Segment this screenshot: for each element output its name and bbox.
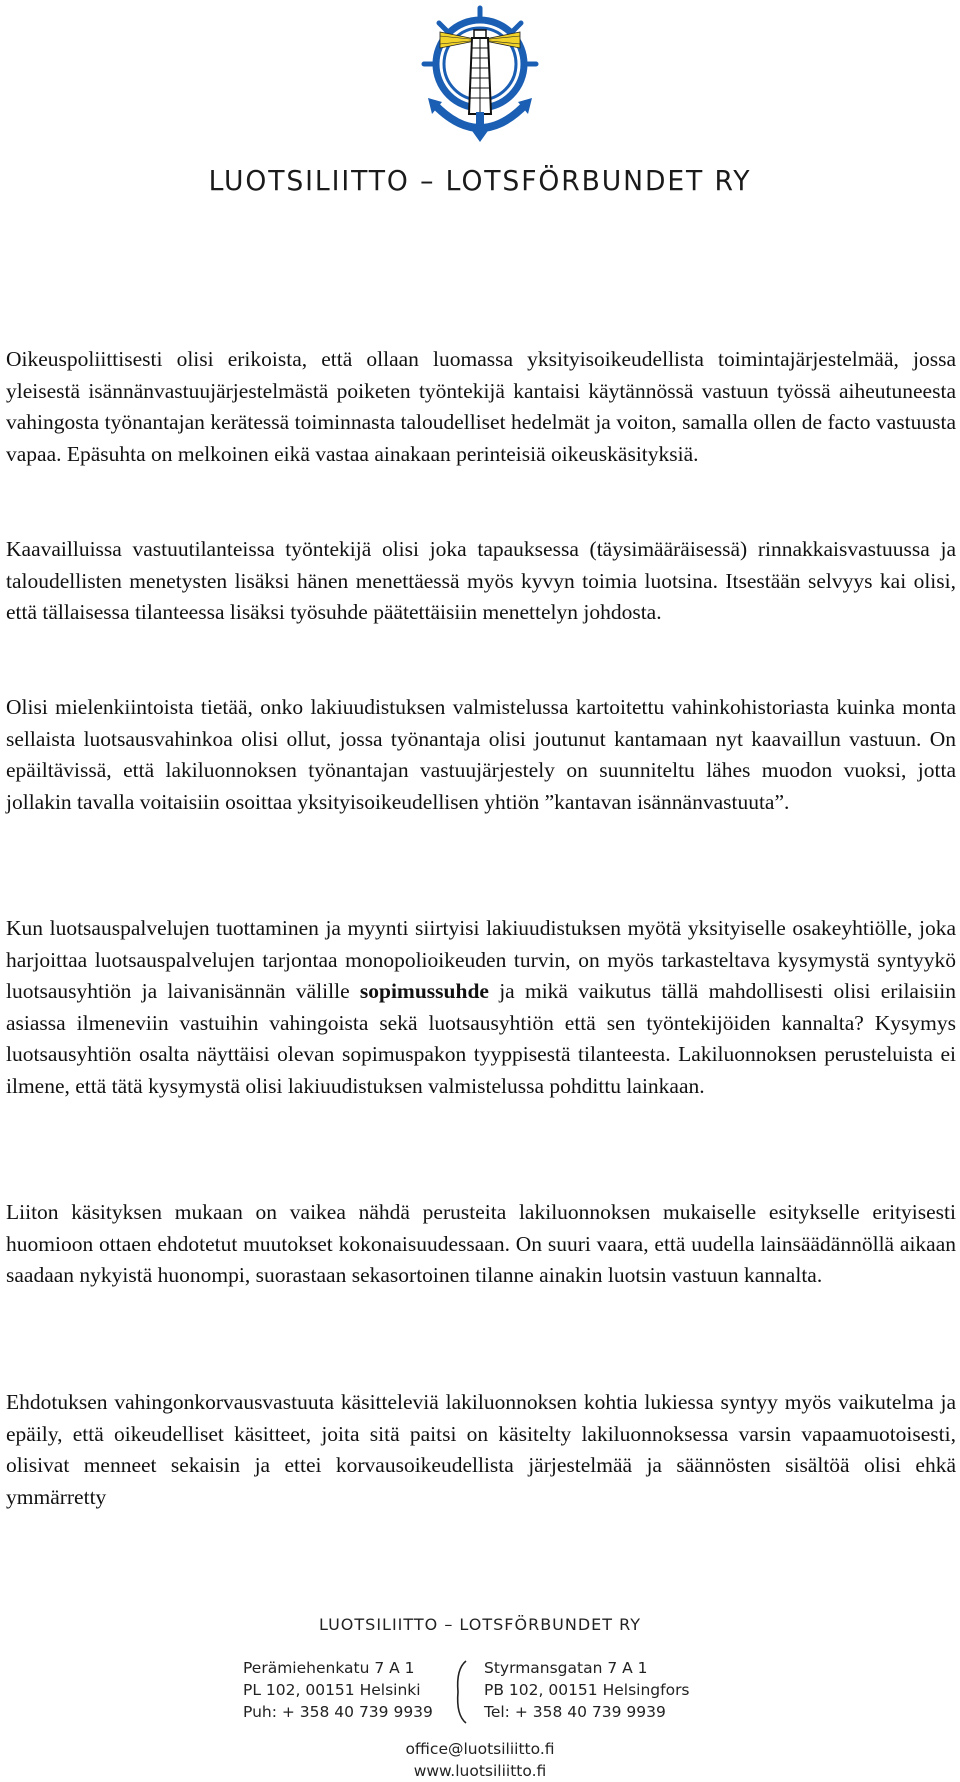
ship-wheel-lighthouse-anchor-logo — [420, 2, 540, 162]
paragraph-4-text-start: Kun luotsauspalvelujen tuottaminen ja myynti siirtyisi lakiuudistuksen myötä yksityiselle osakeyhtiölle, joka harjoittaa luotsauspalvelujen tarjontaa monopolioikeuden turvin, on myös tarkasteltava kysymystä syntyykö luotsausyhtiön ja laivanisännän välille — [6, 916, 956, 1003]
divider-brace — [450, 1659, 474, 1725]
address-fi-postal: PL 102, 00151 Helsinki — [243, 1681, 421, 1699]
paragraph-6: Ehdotuksen vahingonkorvausvastuuta käsitteleviä lakiluonnoksen kohtia lukiessa syntyy myös vaikutelma ja epäily, että oikeudelliset käsitteet, joita sitä paitsi on käsitelty lakiluonnoksessa varsin vapaamuotoisesti, olisivat menneet sekaisin ja ettei korvausoikeudellista järjestelmää ja säännösten sisältöä olisi ehkä ymmärretty — [6, 1390, 956, 1509]
address-finnish — [243, 1657, 443, 1723]
paragraph-2: Kaavailluissa vastuutilanteissa työntekijä olisi joka tapauksessa (täysimääräisessä) rinnakkaisvastuussa ja taloudellisten menetysten lisäksi hänen menettäessä myös kyvyn toimia luotsina. Itsestään selvyys kai olisi, että tällaisessa tilanteessa lisäksi työsuhde päätettäisiin menettelyn johdosta. — [6, 537, 956, 624]
header-org-name: LUOTSILIITTO – LOTSFÖRBUNDET RY — [208, 164, 752, 197]
contact-info — [0, 1738, 960, 1782]
footer-org-name: LUOTSILIITTO – LOTSFÖRBUNDET RY — [318, 1615, 642, 1634]
address-sv-phone: Tel: + 358 40 739 9939 — [484, 1703, 666, 1721]
paragraph-5: Liiton käsityksen mukaan on vaikea nähdä perusteita lakiluonnoksen mukaiselle esitykselle erityisesti huomioon ottaen ehdotetut muutokset kokonaisuudessaan. On suuri vaara, että uudella lainsäädännöllä aikaan saadaan nykyistä huonompi, suorastaan sekasortoinen tilanne ainakin luotsin vastuun kannalta. — [6, 1200, 956, 1287]
address-fi-phone: Puh: + 358 40 739 9939 — [243, 1703, 433, 1721]
paragraph-4 — [6, 913, 956, 1102]
address-sv-street: Styrmansgatan 7 A 1 — [484, 1659, 648, 1677]
letterhead-footer — [0, 1615, 960, 1780]
email-link[interactable]: office@luotsiliitto.fi — [405, 1740, 555, 1758]
paragraph-4-emphasis: sopimussuhde — [359, 979, 489, 1003]
letterhead — [0, 0, 960, 230]
paragraph-1: Oikeuspoliittisesti olisi erikoista, että ollaan luomassa yksityisoikeudellista toimintajärjestelmää, jossa yleisestä isännänvastuujärjestelmästä poiketen työntekijä kantaisi käytännössä vastuun työssä aiheutuneesta vahingosta työnantajan kerätessä toiminnasta taloudelliset hedelmät ja voiton, samalla ollen de facto vastuusta vapaa. Epäsuhta on melkoinen eikä vastaa ainakaan perinteisiä oikeuskäsityksiä. — [6, 347, 956, 466]
address-swedish — [484, 1657, 714, 1723]
paragraph-4-text-end: ja mikä vaikutus tällä mahdollisesti olisi erilaisiin asiassa ilmeneviin vastuihin vahingoista sekä luotsausyhtiön että sen työntekijöiden kannalta? Kysymys luotsausyhtiön osalta näyttäisi olevan sopimuspakon tyyppisestä tilanteesta. Lakiluonnoksen perusteluista ei ilmene, että tätä kysymystä olisi lakiuudistuksen valmistelussa pohdittu lainkaan. — [6, 979, 956, 1098]
address-fi-street: Perämiehenkatu 7 A 1 — [243, 1659, 415, 1677]
website-link[interactable]: www.luotsiliitto.fi — [413, 1762, 547, 1780]
address-sv-postal: PB 102, 00151 Helsingfors — [484, 1681, 690, 1699]
paragraph-3: Olisi mielenkiintoista tietää, onko lakiuudistuksen valmistelussa kartoitettu vahinkohistoriasta kuinka monta sellaista luotsausvahinkoa olisi ollut, jossa työnantaja olisi joutunut kantamaan nyt kaavaillun vastuun. On epäiltävissä, että lakiluonnoksen työnantajan vastuujärjestely on suunniteltu lähes muodon vuoksi, jotta jollakin tavalla voitaisiin osoittaa yksityisoikeudellisen yhtiön ”kantavan isännänvastuuta”. — [6, 695, 956, 814]
